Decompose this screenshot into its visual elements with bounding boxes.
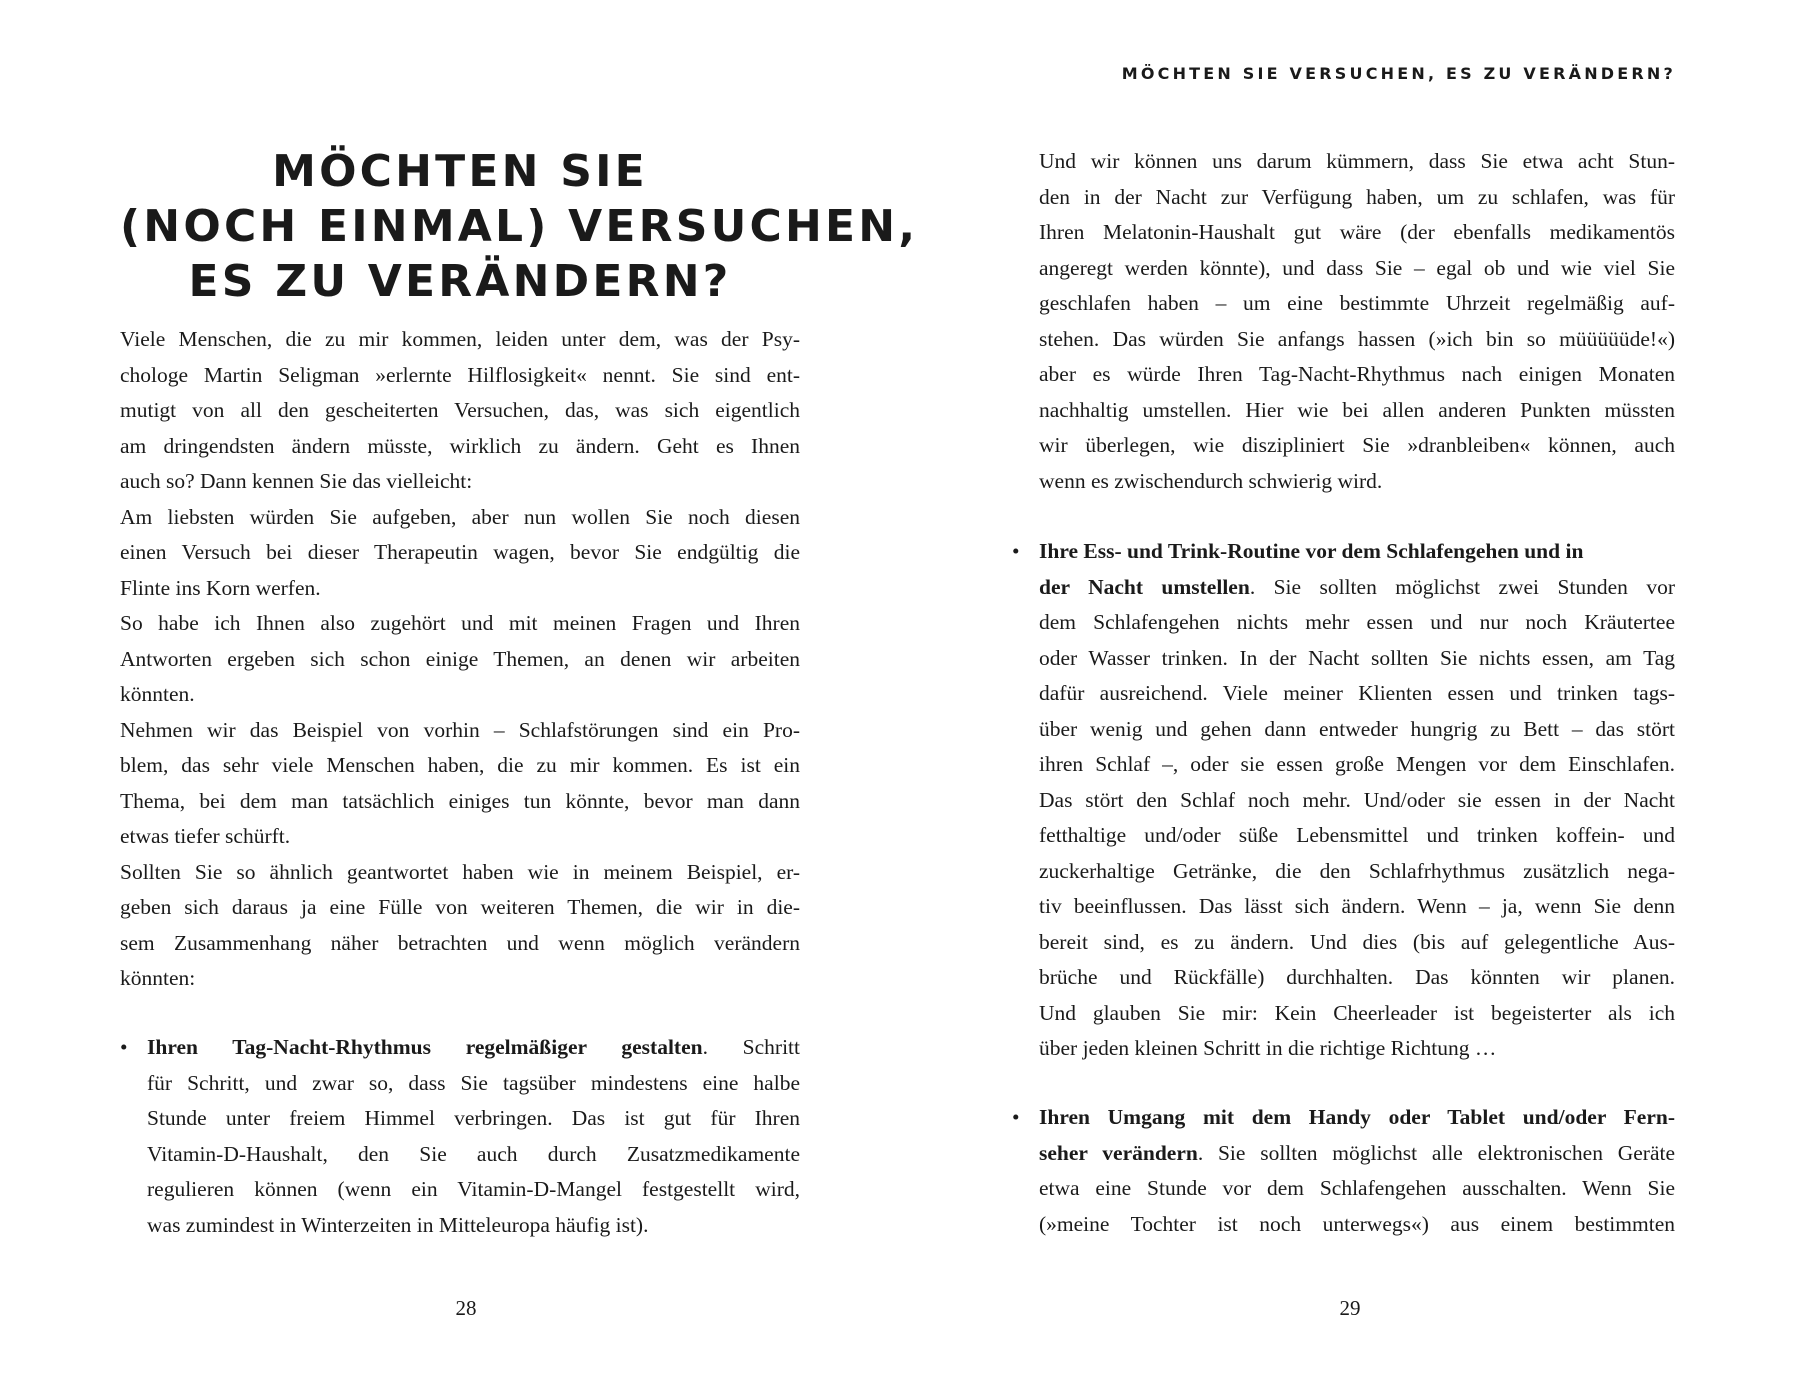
text-line: auch so? Dann kennen Sie das vielleicht: [120, 469, 473, 493]
text-line: dafür ausreichend. Viele meiner Klienten essen und trinken tags- [1039, 681, 1675, 705]
text-line: Sollten Sie so ähnlich geantwortet haben wie in meinem Beispiel, er- [120, 859, 800, 884]
bullet-lead-rest: . Schritt [702, 1035, 800, 1059]
text-line: chologe Martin Seligman »erlernte Hilflosigkeit« nennt. Sie sind ent- [120, 362, 800, 387]
text-line: Vitamin-D-Haushalt, den Sie auch durch Zusatzmedikamente [147, 1141, 800, 1166]
bullet-marker: • [1012, 1105, 1020, 1129]
text-line [1039, 1100, 1675, 1136]
bullet-marker: • [1012, 539, 1020, 563]
bullet-lead: Ihren Tag-Nacht-Rhythmus regelmäßiger gestalten [147, 1035, 703, 1059]
text-line: angeregt werden könnte), und dass Sie – egal ob und wie viel Sie [1039, 255, 1675, 280]
right-page [900, 0, 1800, 1400]
text-line: Und wir können uns darum kümmern, dass Sie etwa acht Stun- [1039, 149, 1675, 173]
text-line: dem Schlafengehen nichts mehr essen und nur noch Kräutertee [1039, 610, 1675, 634]
bullet-lead: seher verändern [1039, 1140, 1198, 1165]
right-body-text [1039, 144, 1675, 499]
running-head: MÖCHTEN SIE VERSUCHEN, ES ZU VERÄNDERN? [1121, 64, 1676, 83]
text-line: tiv beeinflussen. Das lässt sich ändern. Wenn – ja, wenn Sie denn [1039, 894, 1675, 918]
text-line: Stunde unter freiem Himmel verbringen. Das ist gut für Ihren [147, 1106, 800, 1130]
text-line: geben sich daraus ja eine Fülle von weiteren Themen, die wir in die- [120, 895, 800, 919]
text-line: könnten: [120, 966, 196, 990]
chapter-title-line: ES ZU VERÄNDERN? [188, 256, 732, 307]
text-line: blem, das sehr viele Menschen haben, die zu mir kommen. Es ist ein [120, 753, 800, 777]
text-line: Antworten ergeben sich schon einige Themen, an denen wir arbeiten [120, 646, 800, 671]
bullet-lead: der Nacht umstellen [1039, 574, 1250, 599]
text-line [147, 1030, 800, 1066]
text-line: könnten. [120, 682, 195, 706]
text-line: Am liebsten würden Sie aufgeben, aber nun wollen Sie noch diesen [120, 504, 800, 529]
bullet-lead-rest: . Sie sollten möglichst zwei Stunden vor [1249, 574, 1675, 599]
chapter-title-line: (NOCH EINMAL) VERSUCHEN, [120, 201, 919, 252]
bullet-list [120, 1030, 800, 1243]
text-line: Das stört den Schlaf noch mehr. Und/oder sie essen in der Nacht [1039, 787, 1675, 812]
bullet-list [1012, 1100, 1675, 1242]
text-line: den in der Nacht zur Verfügung haben, um zu schlafen, was für [1039, 184, 1675, 209]
text-line: etwa eine Stunde vor dem Schlafengehen ausschalten. Wenn Sie [1039, 1176, 1675, 1200]
text-line: fetthaltige und/oder süße Lebensmittel und trinken koffein- und [1039, 823, 1675, 847]
text-line: sem Zusammenhang näher betrachten und wenn möglich verändern [120, 930, 800, 955]
text-line: (»meine Tochter ist noch unterwegs«) aus einem bestimmten [1039, 1211, 1675, 1236]
text-line: Flinte ins Korn werfen. [120, 575, 321, 600]
text-line [1039, 534, 1675, 570]
text-line: am dringendsten ändern müsste, wirklich zu ändern. Geht es Ihnen [120, 433, 800, 458]
text-line: etwas tiefer schürft. [120, 824, 291, 848]
chapter-title-line: MÖCHTEN SIE [272, 146, 648, 197]
bullet-lead-rest: . Sie sollten möglichst alle elektronischen Geräte [1197, 1140, 1676, 1165]
text-line: über wenig und gehen dann entweder hungrig zu Bett – das stört [1039, 716, 1675, 741]
text-line: oder Wasser trinken. In der Nacht sollten Sie nichts essen, am Tag [1039, 645, 1675, 670]
text-line: Thema, bei dem man tatsächlich einiges tun könnte, bevor man dann [120, 788, 800, 813]
bullet-marker: • [120, 1035, 128, 1059]
text-line [1039, 570, 1675, 606]
text-line: So habe ich Ihnen also zugehört und mit meinen Fragen und Ihren [120, 611, 800, 635]
chapter-title [120, 144, 919, 309]
text-line: über jeden kleinen Schritt in die richtige Richtung … [1039, 1036, 1497, 1060]
bullet-lead: Ihre Ess- und Trink-Routine vor dem Schlafengehen und in [1039, 539, 1584, 563]
bullet-list [1012, 534, 1675, 1067]
text-line: Nehmen wir das Beispiel von vorhin – Schlafstörungen sind ein Pro- [120, 717, 800, 742]
text-line: einen Versuch bei dieser Therapeutin wagen, bevor Sie endgültig die [120, 540, 800, 564]
text-line: aber es würde Ihren Tag-Nacht-Rhythmus nach einigen Monaten [1039, 362, 1675, 386]
text-line: was zumindest in Winterzeiten in Mitteleuropa häufig ist). [147, 1212, 649, 1237]
text-line: stehen. Das würden Sie anfangs hassen (»ich bin so müüüüüde!«) [1039, 326, 1675, 351]
text-line: wenn es zwischendurch schwierig wird. [1039, 468, 1383, 493]
list-item [1012, 534, 1675, 1067]
text-line: brüche und Rückfälle) durchhalten. Das könnten wir planen. [1039, 965, 1675, 989]
text-line: nachhaltig umstellen. Hier wie bei allen anderen Punkten müssten [1039, 397, 1675, 422]
text-line: zuckerhaltige Getränke, die den Schlafrhythmus zusätzlich nega- [1039, 858, 1675, 883]
text-line: wir überlegen, wie diszipliniert Sie »dranbleiben« können, auch [1039, 433, 1675, 457]
list-item [120, 1030, 800, 1243]
text-line: ihren Schlaf –, oder sie essen große Mengen vor dem Einschlafen. [1039, 752, 1675, 776]
left-body-text [120, 322, 800, 997]
bullet-lead: Ihren Umgang mit dem Handy oder Tablet und/oder Fern- [1039, 1105, 1675, 1129]
text-line: Ihren Melatonin-Haushalt gut wäre (der ebenfalls medikamentös [1039, 220, 1675, 244]
text-line: mutigt von all den gescheiterten Versuchen, das, was sich eigentlich [120, 398, 800, 422]
text-line: geschlafen haben – um eine bestimmte Uhrzeit regelmäßig auf- [1039, 291, 1675, 315]
list-item [1012, 1100, 1675, 1242]
text-line: regulieren können (wenn ein Vitamin-D-Mangel festgestellt wird, [147, 1177, 800, 1201]
page-number: 28 [455, 1296, 477, 1320]
text-line: für Schritt, und zwar so, dass Sie tagsüber mindestens eine halbe [147, 1070, 800, 1095]
text-line: bereit sind, es zu ändern. Und dies (bis auf gelegentliche Aus- [1039, 929, 1675, 954]
page-number: 29 [1339, 1296, 1361, 1320]
text-line: Viele Menschen, die zu mir kommen, leiden unter dem, was der Psy- [120, 327, 800, 351]
text-line [1039, 1136, 1675, 1172]
text-line: Und glauben Sie mir: Kein Cheerleader ist begeisterter als ich [1039, 1000, 1675, 1025]
